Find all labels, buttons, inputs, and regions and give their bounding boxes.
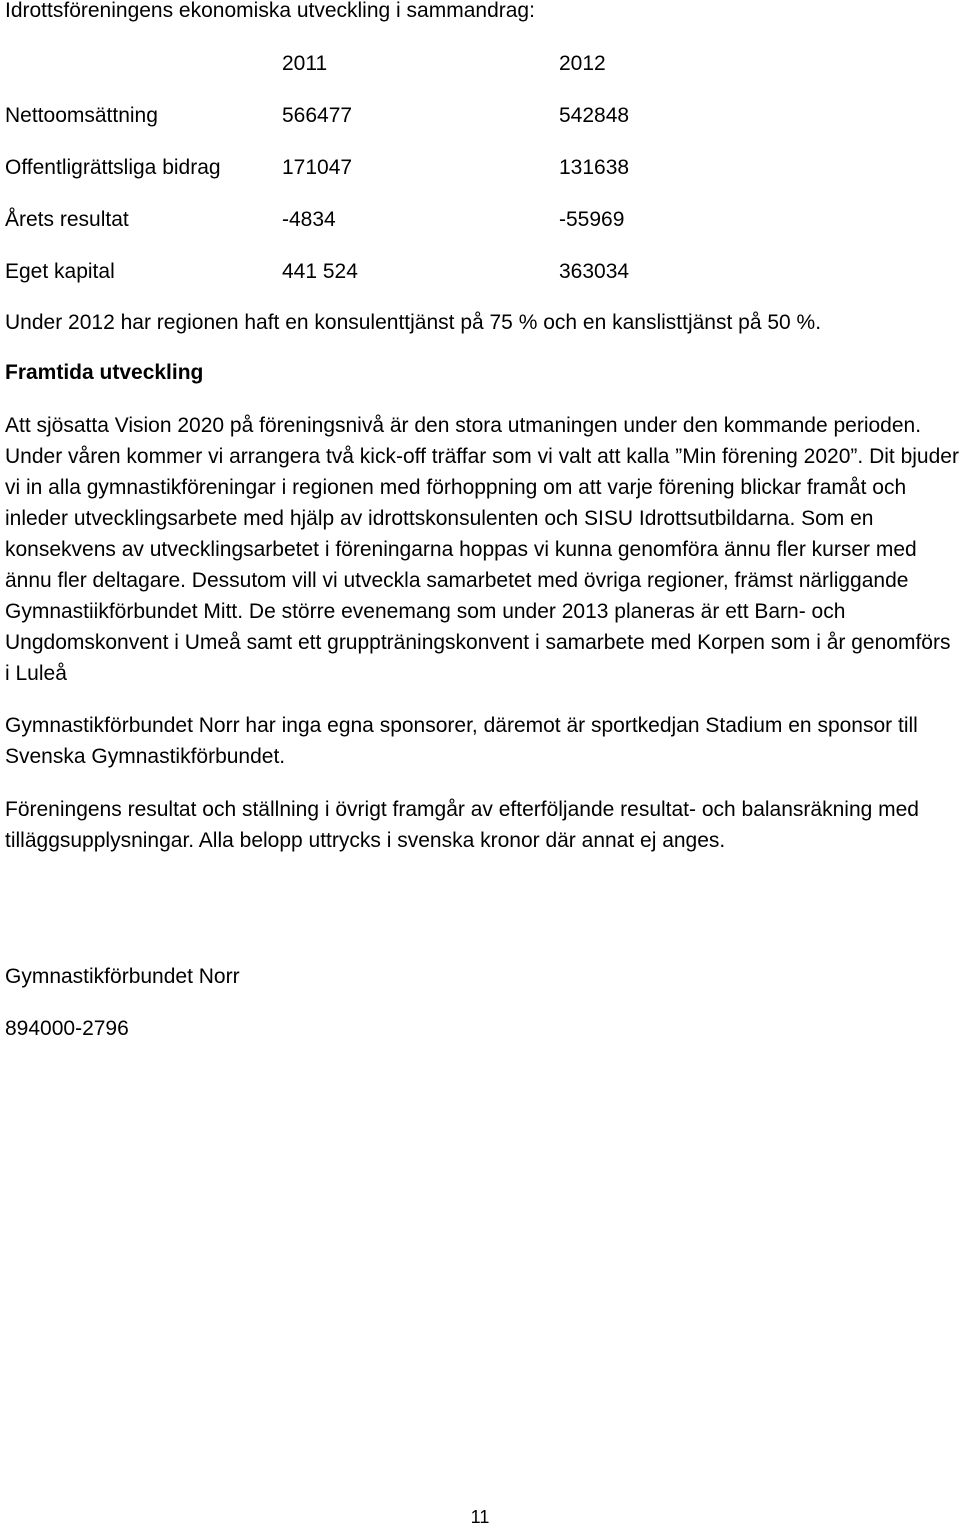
table-cell-value: 171047 xyxy=(282,156,353,179)
page-number: 11 xyxy=(470,1507,490,1527)
table-row xyxy=(0,104,960,130)
table-cell-label: Offentligrättsliga bidrag xyxy=(5,156,221,179)
table-cell-value: 441 524 xyxy=(282,260,358,283)
table-header-cell: 2011 xyxy=(282,52,328,75)
table-row xyxy=(0,208,960,234)
table-cell-label: Nettoomsättning xyxy=(5,104,158,127)
results-paragraph: Föreningens resultat och ställning i övrigt framgår av efterföljande resultat- och balansräkning med tilläggsupplysningar. Alla belopp uttrycks i svenska kronor där annat ej anges. xyxy=(5,798,919,852)
future-section-heading: Framtida utveckling xyxy=(5,361,204,384)
organisation-name: Gymnastikförbundet Norr xyxy=(5,965,240,988)
table-cell-value: 542848 xyxy=(559,104,630,127)
future-paragraph: Att sjösatta Vision 2020 på föreningsnivå är den stora utmaningen under den kommande perioden. Under våren kommer vi arrangera två kick-off träffar som vi valt att kalla ”Min förening 2020”. Dit bjuder vi in alla gymnastikföreningar i regionen med förhoppning om att varje förening blickar framåt och inleder utvecklingsarbete med hjälp av idrottskonsulenten och SISU Idrottsutbildarna. Som en konsekvens av utvecklingsarbetet i föreningarna hoppas vi kunna genomföra ännu fler kurser med ännu fler deltagare. Dessutom vill vi utveckla samarbetet med övriga regioner, främst närliggande Gymnastiikförbundet Mitt. De större evenemang som under 2013 planeras är ett Barn- och Ungdomskonvent i Umeå samt ett gruppträningskonvent i samarbete med Korpen som i år genomförs i Luleå xyxy=(5,414,959,685)
summary-heading: Idrottsföreningens ekonomiska utveckling i sammandrag: xyxy=(5,0,535,22)
organisation-number: 894000-2796 xyxy=(5,1017,129,1040)
table-cell-value: 566477 xyxy=(282,104,353,127)
table-cell-value: -55969 xyxy=(559,208,625,231)
table-row xyxy=(0,260,960,286)
table-cell-value: 131638 xyxy=(559,156,630,179)
staffing-paragraph: Under 2012 har regionen haft en konsulenttjänst på 75 % och en kanslisttjänst på 50 %. xyxy=(5,311,822,334)
table-row xyxy=(0,156,960,182)
table-cell-value: -4834 xyxy=(282,208,336,231)
table-header-cell: 2012 xyxy=(559,52,606,75)
sponsor-paragraph: Gymnastikförbundet Norr har inga egna sponsorer, däremot är sportkedjan Stadium en sponsor till Svenska Gymnastikförbundet. xyxy=(5,714,918,768)
table-cell-label: Årets resultat xyxy=(5,208,129,231)
table-cell-value: 363034 xyxy=(559,260,630,283)
table-header-row xyxy=(0,52,960,78)
table-cell-label: Eget kapital xyxy=(5,260,115,283)
